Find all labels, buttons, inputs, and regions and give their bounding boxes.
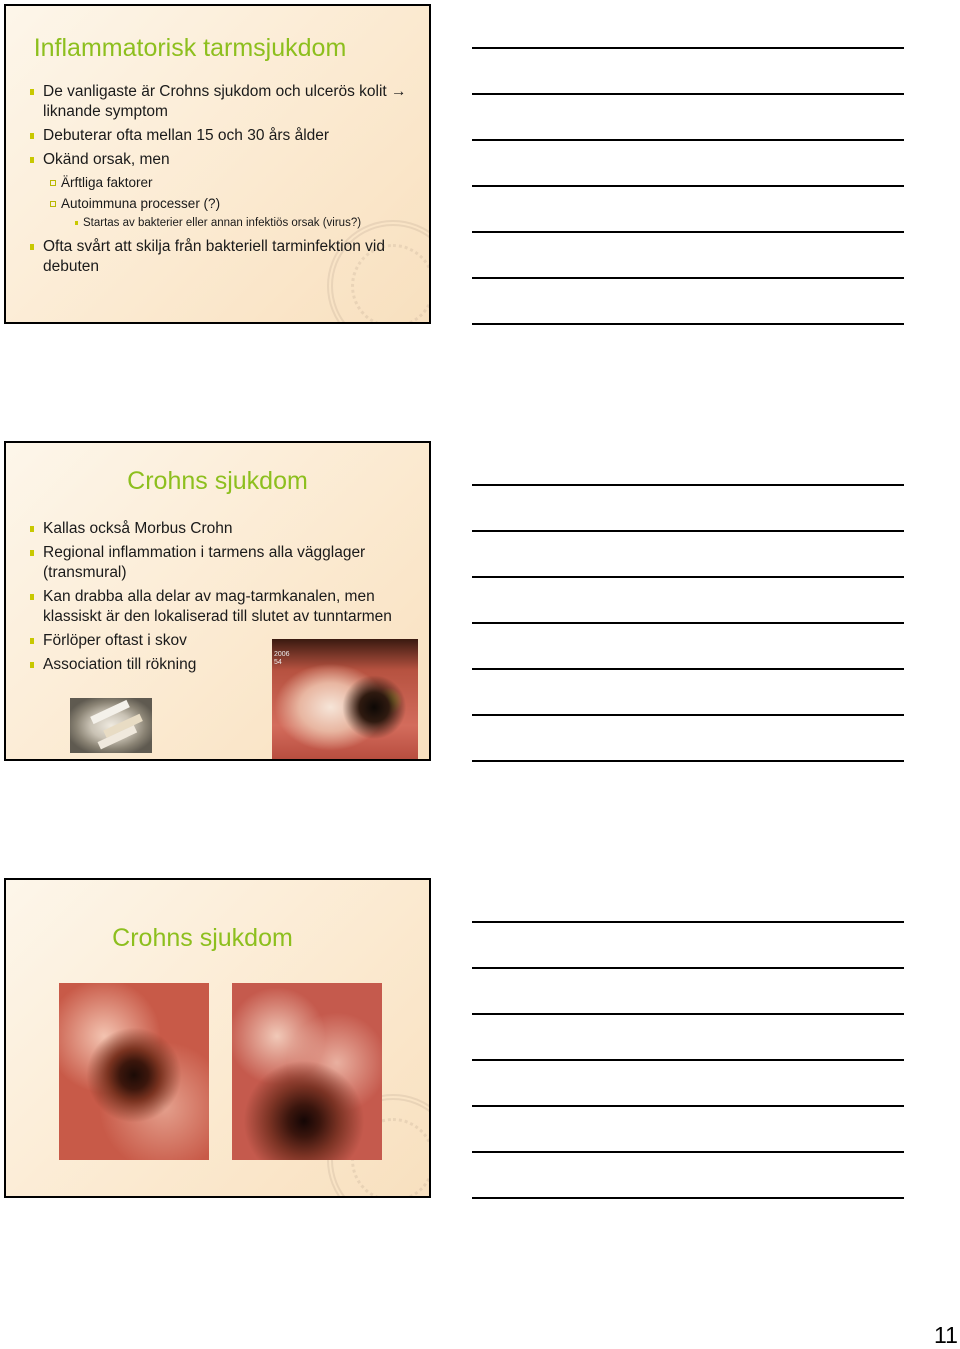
- bullet-item: Okänd orsak, men: [30, 150, 419, 170]
- bullet-item: Kallas också Morbus Crohn: [30, 519, 409, 539]
- page-number: 11: [934, 1322, 958, 1348]
- bullet-item: De vanligaste är Crohns sjukdom och ulcerös kolit → liknande symptom: [30, 82, 419, 122]
- note-line: [472, 921, 904, 923]
- note-line: [472, 1059, 904, 1061]
- note-line: [472, 1013, 904, 1015]
- slide-title: Crohns sjukdom: [127, 467, 308, 495]
- note-line: [472, 277, 904, 279]
- note-line: [472, 484, 904, 486]
- note-line: [472, 668, 904, 670]
- slide-title: Inflammatorisk tarmsjukdom: [33, 34, 347, 62]
- sub-sub-bullet-item: Startas av bakterier eller annan infektiös orsak (virus?): [30, 216, 419, 231]
- note-line: [472, 139, 904, 141]
- note-line: [472, 967, 904, 969]
- bullet-item: Association till rökning: [30, 655, 409, 675]
- ashtray-image: [70, 698, 152, 753]
- bullet-list: [30, 82, 419, 281]
- note-line: [472, 760, 904, 762]
- note-line: [472, 530, 904, 532]
- sub-bullet-item: Ärftliga faktorer: [30, 174, 419, 191]
- bullet-item: Förlöper oftast i skov: [30, 631, 409, 651]
- sub-bullet-item: Autoimmuna processer (?): [30, 195, 419, 212]
- bullet-item: Ofta svårt att skilja från bakteriell tarminfektion vid debuten: [30, 237, 419, 277]
- endoscopy-image-left: [59, 983, 209, 1160]
- note-line: [472, 323, 904, 325]
- slide-title: Crohns sjukdom: [112, 924, 293, 952]
- note-line: [472, 185, 904, 187]
- slide-2: [4, 441, 431, 761]
- note-line: [472, 231, 904, 233]
- note-line: [472, 576, 904, 578]
- bullet-item: Kan drabba alla delar av mag-tarmkanalen, men klassiskt är den lokaliserad till slutet av tunntarmen: [30, 587, 403, 627]
- bullet-item: Regional inflammation i tarmens alla vägglager (transmural): [30, 543, 409, 583]
- note-line: [472, 1151, 904, 1153]
- slide-1: [4, 4, 431, 324]
- slide-3: [4, 878, 431, 1198]
- endoscopy-image-right: [232, 983, 382, 1160]
- note-line: [472, 1105, 904, 1107]
- image-timestamp: 2006 54: [274, 651, 290, 666]
- endoscopy-image: [272, 639, 418, 761]
- note-line: [472, 622, 904, 624]
- note-line: [472, 47, 904, 49]
- note-line: [472, 93, 904, 95]
- note-line: [472, 714, 904, 716]
- bullet-item: Debuterar ofta mellan 15 och 30 års ålder: [30, 126, 419, 146]
- note-line: [472, 1197, 904, 1199]
